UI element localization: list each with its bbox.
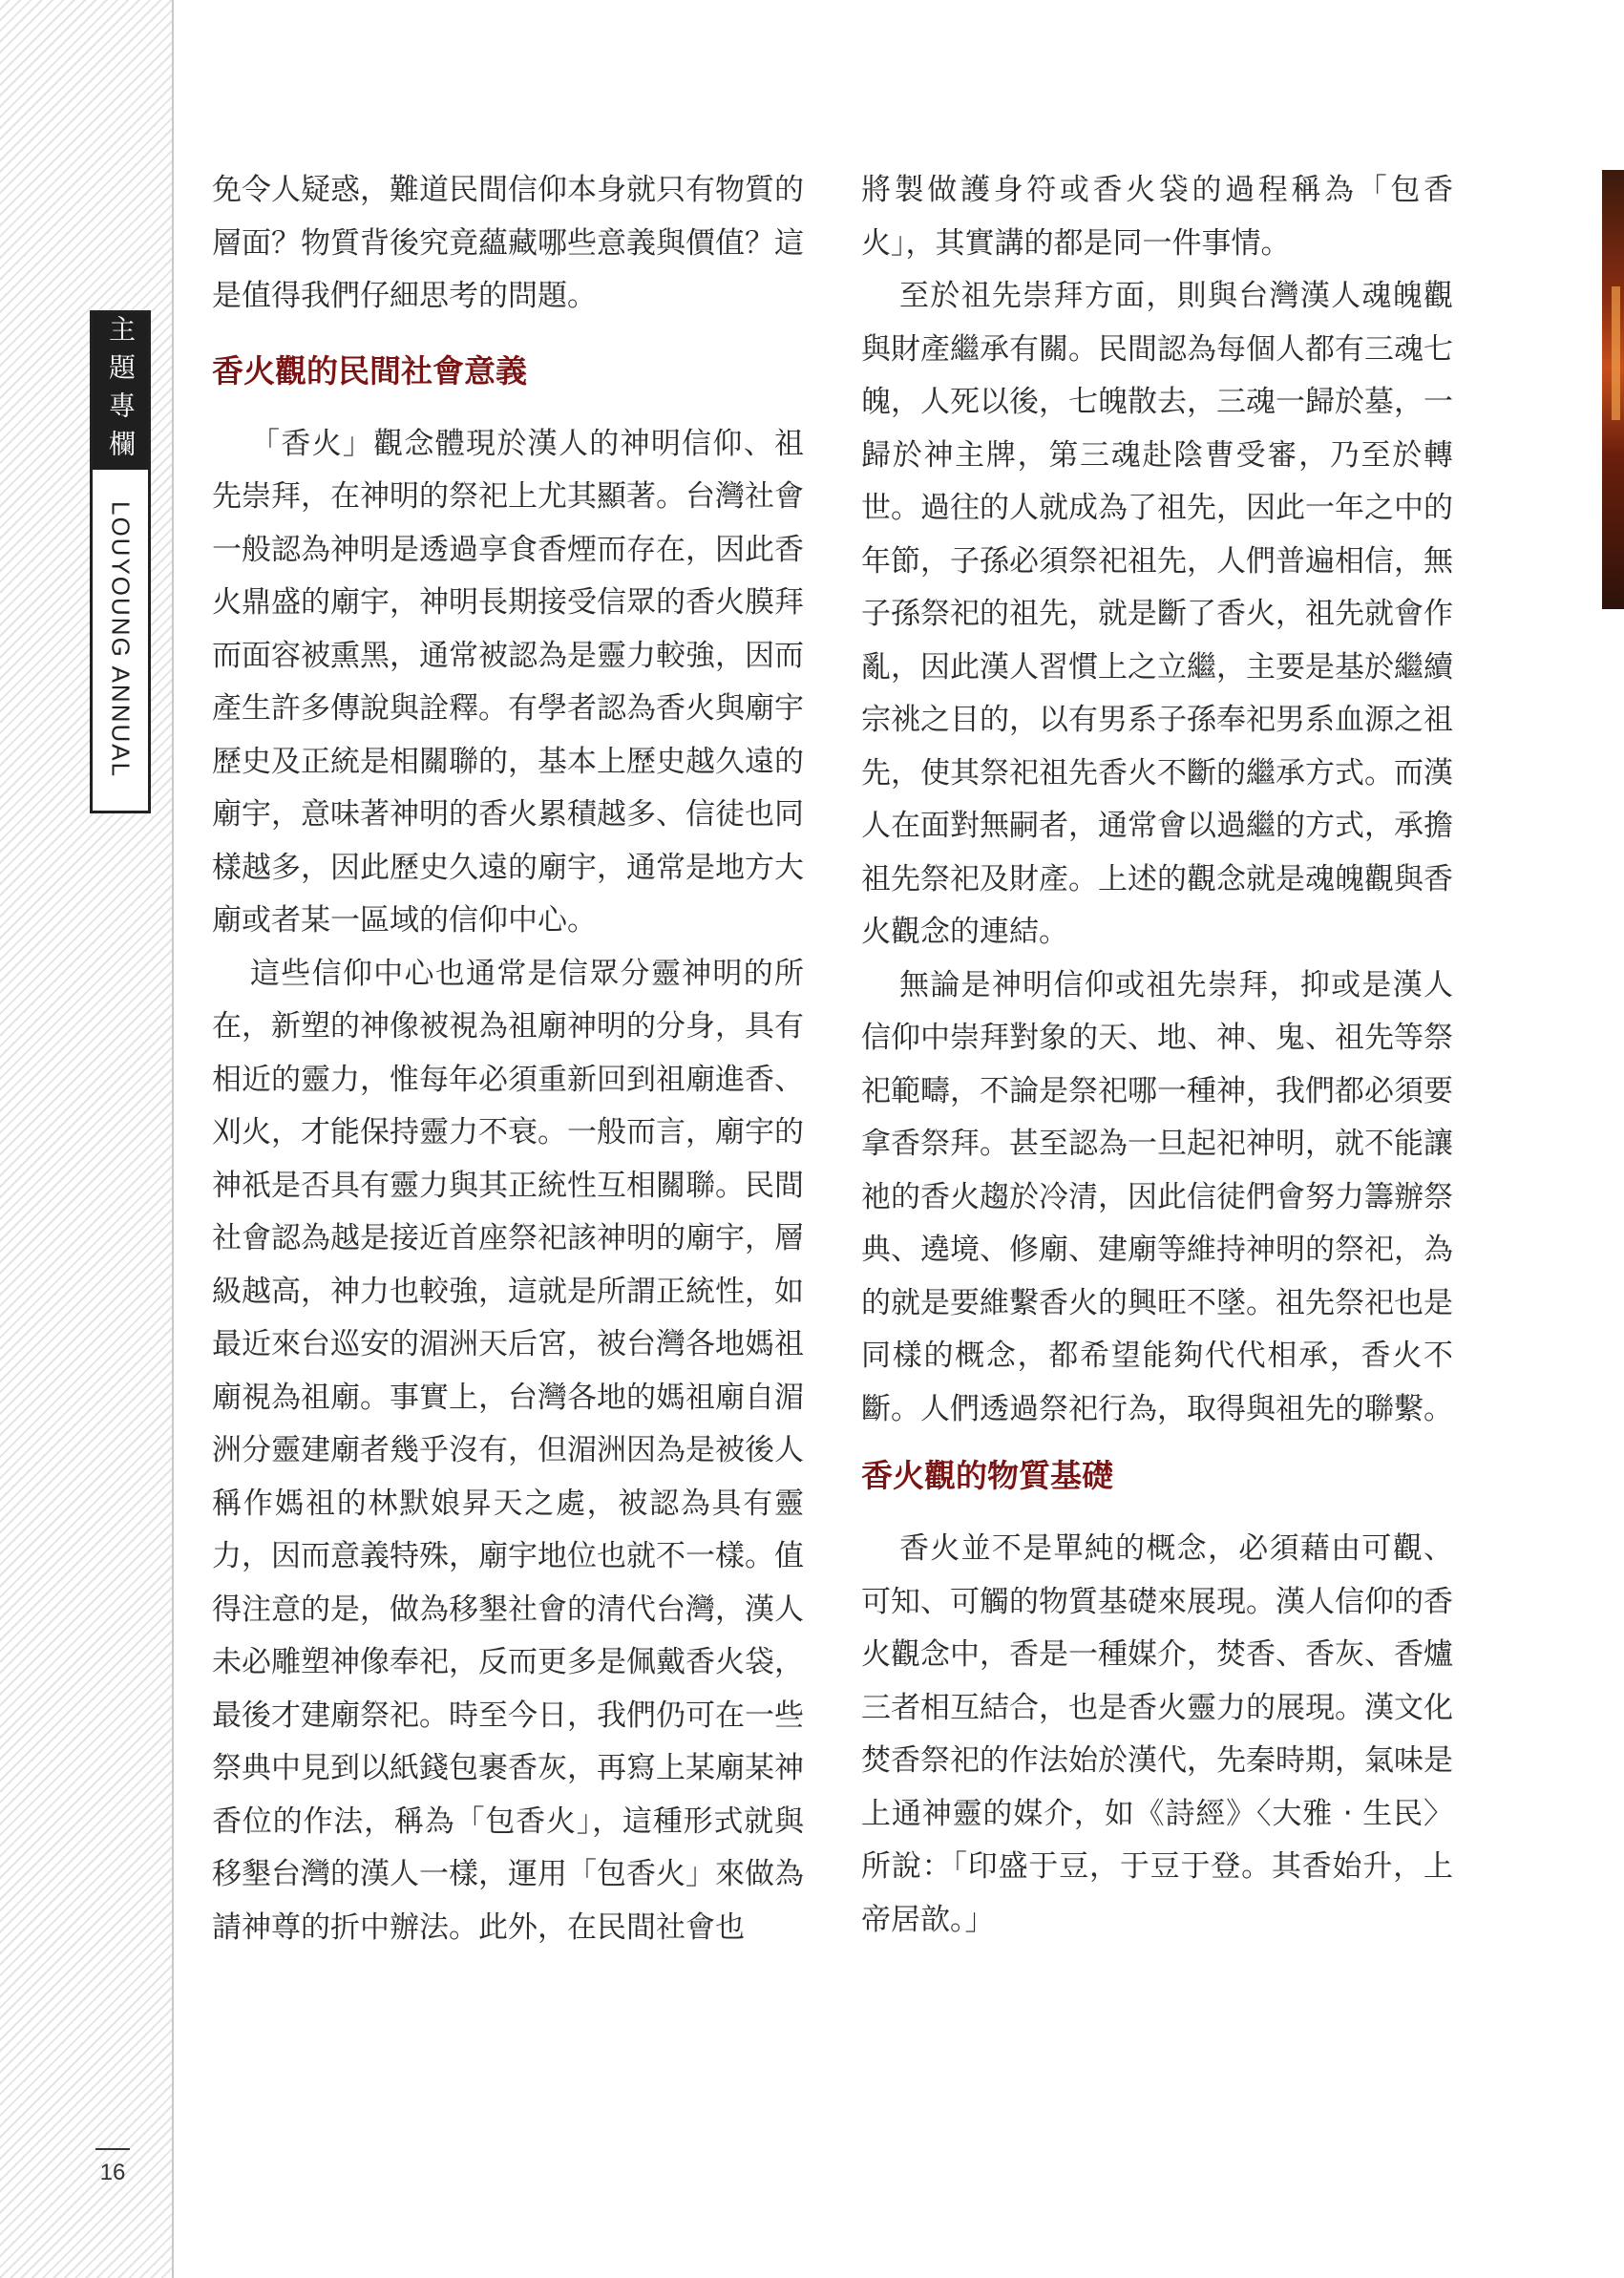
paragraph: 將製做護身符或香火袋的過程稱為「包香火」，其實講的都是同一件事情。 — [861, 173, 1453, 261]
page-number: 16 — [95, 2148, 130, 2186]
photo-highlight — [1612, 286, 1620, 420]
margin-divider — [172, 0, 174, 2278]
paragraph: 無論是神明信仰或祖先崇拜，抑或是漢人信仰中崇拜對象的天、地、神、鬼、祖先等祭祀範疇，不論是祭祀哪一種神，我們都必須要拿香祭拜。甚至認為一旦起祀神明，就不能讓祂的香火趨於冷清，因此信徒們會努力籌辦祭典、遶境、修廟、建廟等維持神明的祭祀，為的就是要維繫香火的興旺不墜。祖先祭祀也是同樣的概念，都希望能夠代代相承，香火不斷。人們透過祭祀行為，取得與祖先的聯繫。 — [861, 967, 1453, 1426]
paragraph: 這些信仰中心也通常是信眾分靈神明的所在，新塑的神像被視為祖廟神明的分身，具有相近的靈力，惟每年必須重新回到祖廟進香、刈火，才能保持靈力不衰。一般而言，廟宇的神祇是否具有靈力與其正統性互相關聯。民間社會認為越是接近首座祭祀該神明的廟宇，層級越高，神力也較強，這就是所謂正統性，如最近來台巡安的湄洲天后宮，被台灣各地媽祖廟視為祖廟。事實上，台灣各地的媽祖廟自湄洲分靈建廟者幾乎沒有，但湄洲因為是被後人稱作媽祖的林默娘昇天之處，被認為具有靈力，因而意義特殊，廟宇地位也就不一樣。值得注意的是，做為移墾社會的清代台灣，漢人未必雕塑神像奉祀，反而更多是佩戴香火袋，最後才建廟祭祀。時至今日，我們仍可在一些祭典中見到以紙錢包裹香灰，再寫上某廟某神香位的作法，稱為「包香火」，這種形式就與移墾台灣的漢人一樣，運用「包香火」來做為請神尊的折中辦法。此外，在民間社會也 — [212, 956, 804, 1945]
right-column — [861, 164, 1453, 1947]
publication-name: LOUYOUNG ANNUAL — [106, 501, 136, 779]
paragraph: 至於祖先崇拜方面，則與台灣漢人魂魄觀與財產繼承有關。民間認為每個人都有三魂七魄，人死以後，七魄散去，三魂一歸於墓，一歸於神主牌，第三魂赴陰曹受審，乃至於轉世。過往的人就成為了祖先，因此一年之中的年節，子孫必須祭祀祖先，人們普遍相信，無子孫祭祀的祖先，就是斷了香火，祖先就會作亂，因此漢人習慣上之立繼，主要是基於繼續宗祧之目的，以有男系子孫奉祀男系血源之祖先，使其祭祀祖先香火不斷的繼承方式。而漢人在面對無嗣者，通常會以過繼的方式，承擔祖先祭祀及財產。上述的觀念就是魂魄觀與香火觀念的連結。 — [861, 279, 1453, 949]
paragraph: 免令人疑惑，難道民間信仰本身就只有物質的層面？物質背後究竟蘊藏哪些意義與價值？這是值得我們仔細思考的問題。 — [212, 173, 804, 313]
paragraph: 「香火」觀念體現於漢人的神明信仰、祖先崇拜，在神明的祭祀上尤其顯著。台灣社會一般認為神明是透過享食香煙而存在，因此香火鼎盛的廟宇，神明長期接受信眾的香火膜拜而面容被熏黑，通常被認為是靈力較強，因而產生許多傳說與詮釋。有學者認為香火與廟宇歷史及正統是相關聯的，基本上歷史越久遠的廟宇，意味著神明的香火累積越多、信徒也同樣越多，因此歷史久遠的廟宇，通常是地方大廟或者某一區域的信仰中心。 — [212, 426, 804, 938]
side-tab — [90, 310, 151, 813]
section-heading: 香火觀的物質基礎 — [861, 1457, 1113, 1494]
paragraph: 香火並不是單純的概念，必須藉由可觀、可知、可觸的物質基礎來展現。漢人信仰的香火觀念中，香是一種媒介，焚香、香灰、香爐三者相互結合，也是香火靈力的展現。漢文化焚香祭祀的作法始於漢代，先秦時期，氣味是上通神靈的媒介，如《詩經》〈大雅 ‧ 生民〉所說：「印盛于豆，于豆于登。其香始升，上帝居歆。」 — [861, 1531, 1453, 1937]
section-label: 主題專欄 — [93, 313, 148, 470]
left-column — [212, 164, 804, 1954]
section-heading: 香火觀的民間社會意義 — [212, 351, 527, 390]
